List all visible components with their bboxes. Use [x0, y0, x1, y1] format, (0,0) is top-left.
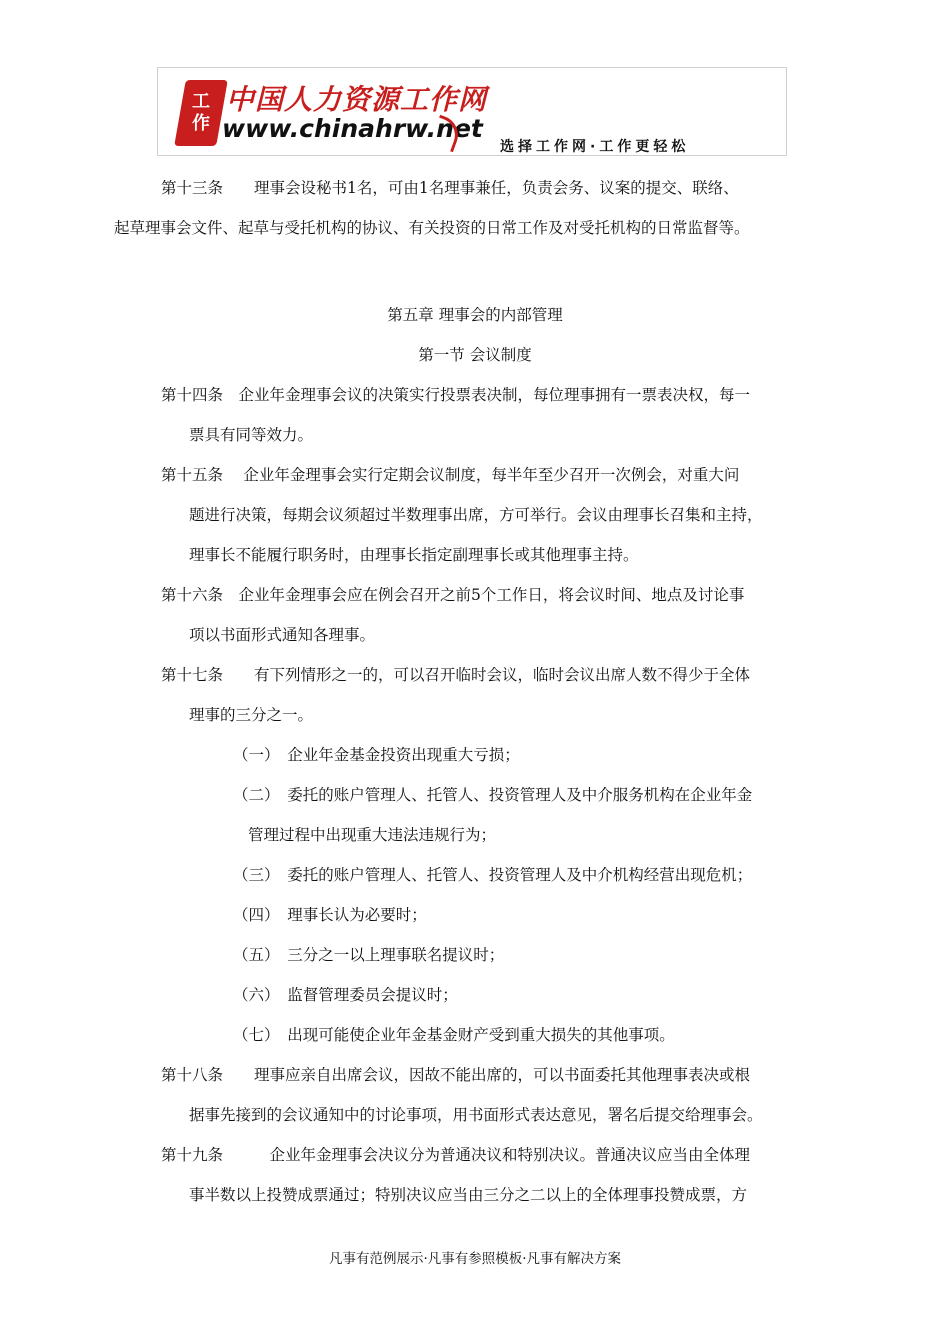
logo-glyph-bottom: 作	[192, 113, 210, 134]
logo-icon	[174, 80, 228, 146]
article-13-line-1: 第十三条 理事会设秘书1名，可由1名理事兼任，负责会务、议案的提交、联络、	[161, 179, 739, 197]
article-15-line-3: 理事长不能履行职务时，由理事长指定副理事长或其他理事主持。	[189, 546, 639, 564]
list-item-7: （七） 出现可能使企业年金基金财产受到重大损失的其他事项。	[233, 1026, 675, 1044]
article-14-line-2: 票具有同等效力。	[189, 426, 314, 444]
article-18-line-2: 据事先接到的会议通知中的讨论事项，用书面形式表达意见，署名后提交给理事会。	[189, 1106, 763, 1124]
page-footer: 凡事有范例展示·凡事有参照模板·凡事有解决方案	[328, 1251, 622, 1267]
article-19-line-2: 事半数以上投赞成票通过；特别决议应当由三分之二以上的全体理事投赞成票，方	[189, 1186, 748, 1204]
list-item-6: （六） 监督管理委员会提议时；	[233, 986, 458, 1004]
list-item-3: （三） 委托的账户管理人、托管人、投资管理人及中介机构经营出现危机；	[233, 866, 753, 884]
article-14-line-1: 第十四条 企业年金理事会议的决策实行投票表决制，每位理事拥有一票表决权，每一	[161, 386, 751, 404]
article-15-line-1: 第十五条 企业年金理事会实行定期会议制度，每半年至少召开一次例会，对重大问	[161, 466, 740, 484]
article-17-line-2: 理事的三分之一。	[189, 706, 314, 724]
section-heading: 第一节 会议制度	[418, 346, 532, 364]
article-13-line-2: 起草理事会文件、起草与受托机构的协议、有关投资的日常工作及对受托机构的日常监督等。	[114, 219, 750, 237]
article-16-line-1: 第十六条 企业年金理事会应在例会召开之前5个工作日，将会议时间、地点及讨论事	[161, 586, 745, 604]
list-item-2-line-2: 管理过程中出现重大违法违规行为；	[248, 826, 497, 844]
article-15-line-2: 题进行决策，每期会议须超过半数理事出席，方可举行。会议由理事长召集和主持，	[189, 506, 763, 524]
header-banner	[157, 67, 787, 156]
list-item-2-line-1: （二） 委托的账户管理人、托管人、投资管理人及中介服务机构在企业年金	[233, 786, 753, 804]
site-url: www.chinahrw.net	[222, 114, 483, 143]
list-item-5: （五） 三分之一以上理事联名提议时；	[233, 946, 505, 964]
list-item-1: （一） 企业年金基金投资出现重大亏损；	[233, 746, 520, 764]
chapter-heading: 第五章 理事会的内部管理	[387, 306, 563, 324]
site-title: 中国人力资源工作网	[226, 83, 488, 116]
list-item-4: （四） 理事长认为必要时；	[233, 906, 427, 924]
article-17-line-1: 第十七条 有下列情形之一的，可以召开临时会议，临时会议出席人数不得少于全体	[161, 666, 751, 684]
article-16-line-2: 项以书面形式通知各理事。	[189, 626, 376, 644]
banner-slogan: 选择工作网·工作更轻松	[500, 139, 690, 155]
article-18-line-1: 第十八条 理事应亲自出席会议，因故不能出席的，可以书面委托其他理事表决或根	[161, 1066, 751, 1084]
logo-glyph-top: 工	[192, 91, 210, 112]
article-19-line-1: 第十九条 企业年金理事会决议分为普通决议和特别决议。普通决议应当由全体理	[161, 1146, 751, 1164]
